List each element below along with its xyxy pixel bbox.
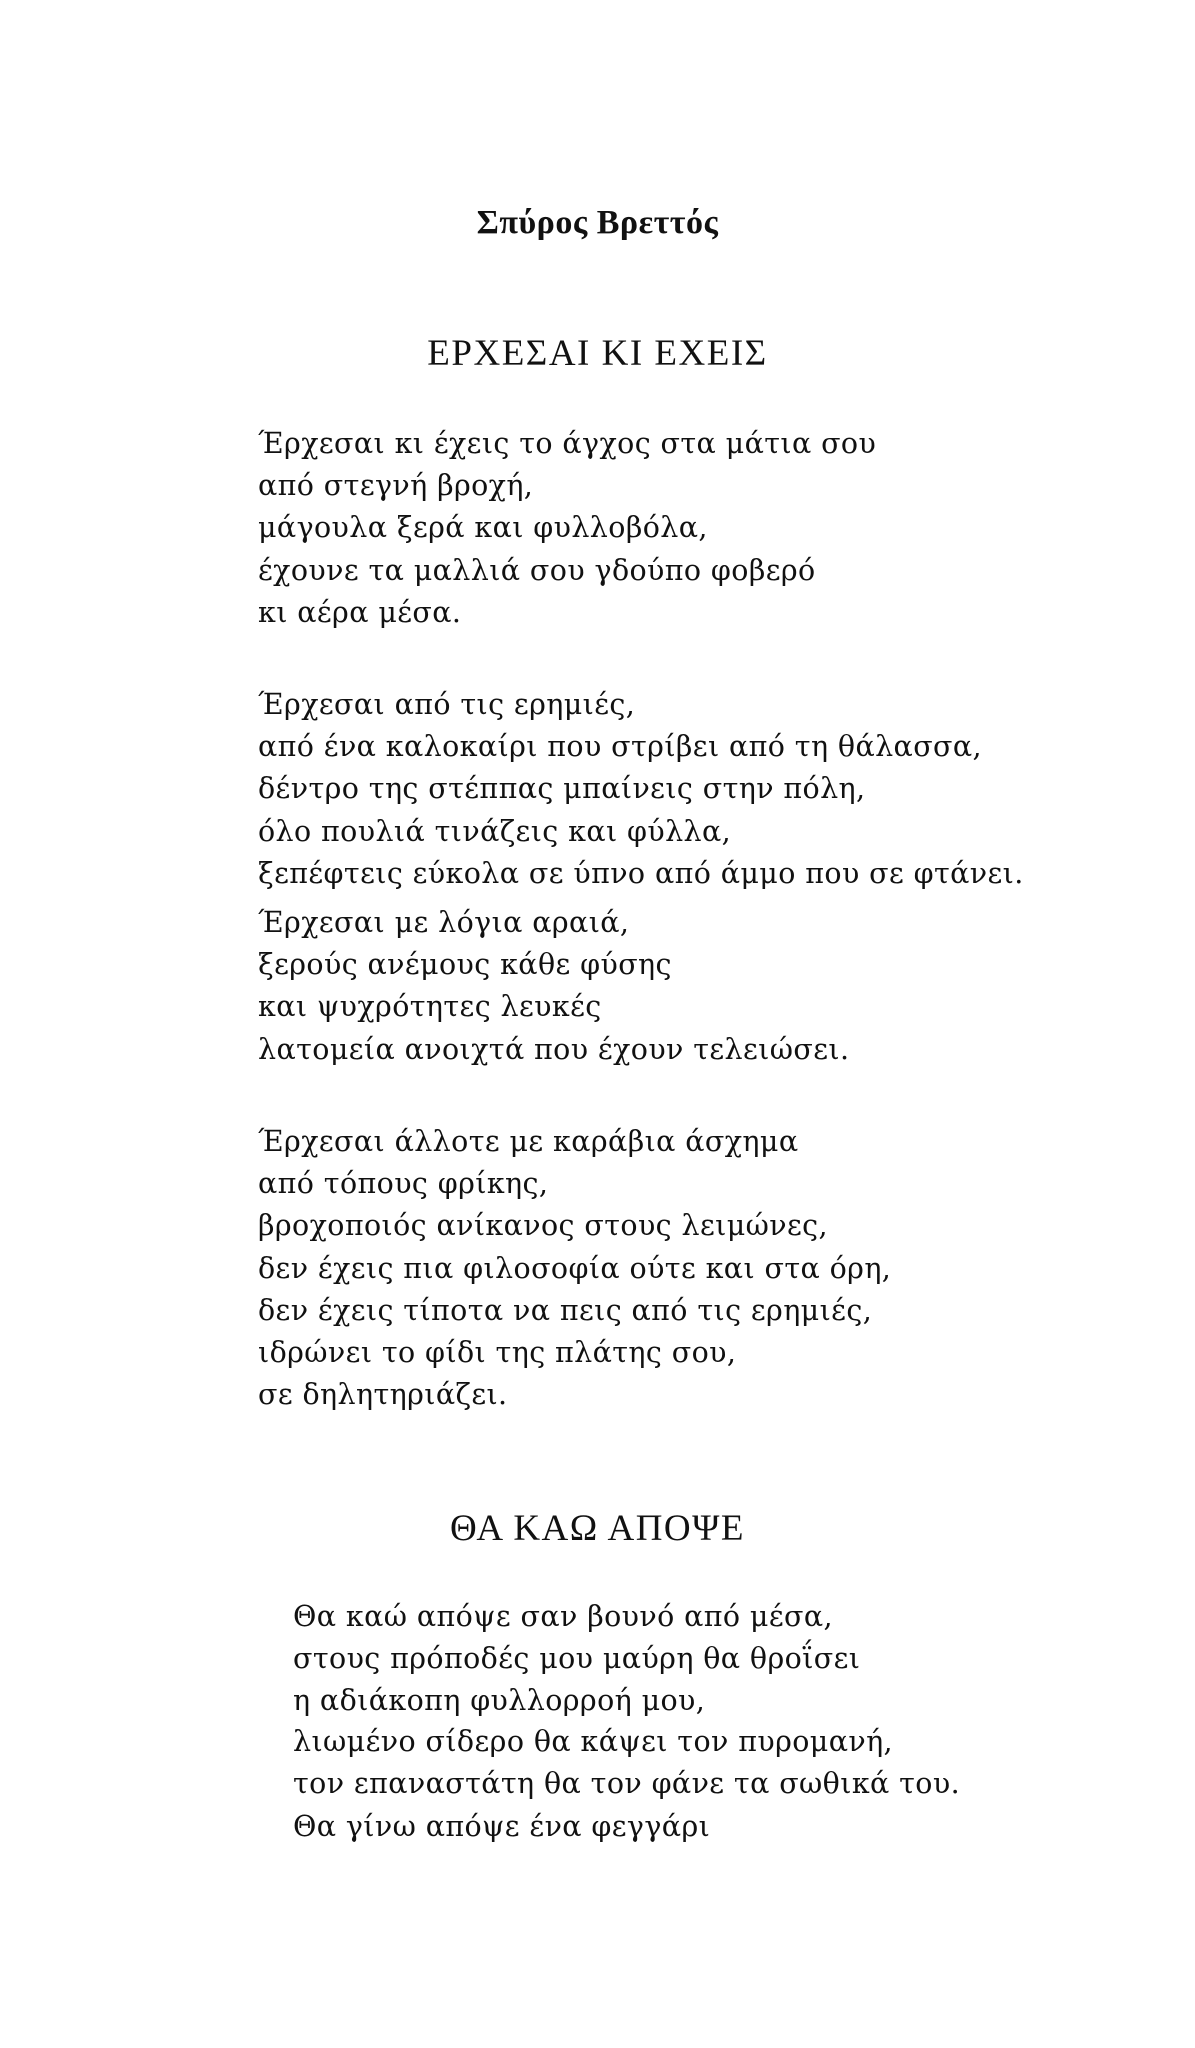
poem-line: στους πρόποδές μου μαύρη θα θροΐσει — [293, 1641, 861, 1675]
author-name: Σπύρος Βρεττός — [476, 204, 719, 241]
stanza — [258, 902, 849, 1071]
poem-line: μάγουλα ξερά και φυλλοβόλα, — [258, 511, 708, 545]
poem-line: δέντρο της στέππας μπαίνεις στην πόλη, — [258, 772, 866, 806]
poem-line: από τόπους φρίκης, — [258, 1167, 549, 1201]
poem-line: τον επαναστάτη θα τον φάνε τα σωθικά του. — [293, 1767, 961, 1801]
poem-line: Έρχεσαι κι έχεις το άγχος στα μάτια σου — [258, 427, 877, 460]
poem-title: ΘΑ ΚΑΩ ΑΠΟΨΕ — [449, 1508, 746, 1549]
poem-line: ξερούς ανέμους κάθε φύσης — [258, 948, 672, 982]
poem-line: Θα καώ απόψε σαν βουνό από μέσα, — [293, 1600, 833, 1633]
stanza — [293, 1806, 710, 1848]
poem-line: Έρχεσαι με λόγια αραιά, — [258, 906, 630, 939]
poem-line: Έρχεσαι άλλοτε με καράβια άσχημα — [258, 1125, 799, 1158]
stanza — [293, 1596, 960, 1805]
poem-line: ιδρώνει το φίδι της πλάτης σου, — [258, 1335, 737, 1369]
poem-line: δεν έχεις πια φιλοσοφία ούτε και στα όρη, — [258, 1251, 892, 1285]
poem-line: Θα γίνω απόψε ένα φεγγάρι — [293, 1810, 711, 1843]
poem-line: κι αέρα μέσα. — [258, 595, 462, 629]
poem-line: Έρχεσαι από τις ερημιές, — [258, 688, 636, 721]
poem-line: λατομεία ανοιχτά που έχουν τελειώσει. — [258, 1032, 850, 1066]
poem-line: βροχοποιός ανίκανος στους λειμώνες, — [258, 1209, 828, 1243]
stanza — [258, 684, 1024, 895]
stanza — [258, 1121, 891, 1416]
poem-line: και ψυχρότητες λευκές — [258, 990, 602, 1024]
poem-line: σε δηλητηριάζει. — [258, 1378, 508, 1412]
poem-line: η αδιάκοπη φυλλορροή μου, — [293, 1683, 706, 1717]
poem-line: από ένα καλοκαίρι που στρίβει από τη θάλασσα, — [258, 730, 983, 764]
poem-line: ξεπέφτεις εύκολα σε ύπνο από άμμο που σε φτάνει. — [258, 856, 1024, 890]
poem-line: δεν έχεις τίποτα να πεις από τις ερημιές, — [258, 1293, 873, 1327]
poem-line: από στεγνή βροχή, — [258, 469, 534, 503]
poem-line: όλο πουλιά τινάζεις και φύλλα, — [258, 814, 732, 848]
poem-line: λιωμένο σίδερο θα κάψει τον πυρομανή, — [293, 1725, 894, 1759]
stanza — [258, 423, 876, 634]
poem-line: έχουνε τα μαλλιά σου γδούπο φοβερό — [258, 553, 816, 587]
poem-title: ΕΡΧΕΣΑΙ ΚΙ ΕΧΕΙΣ — [427, 333, 768, 374]
